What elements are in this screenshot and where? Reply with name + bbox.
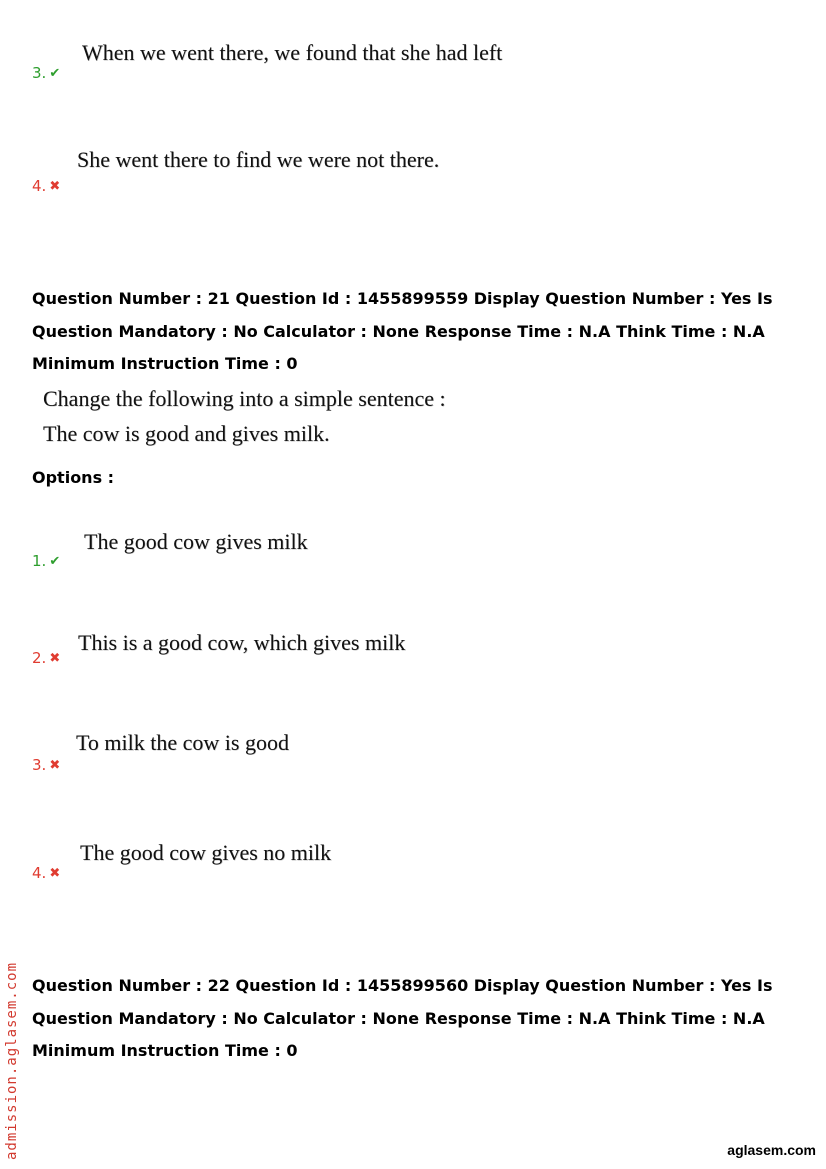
option-text: She went there to find we were not there. [77, 147, 440, 172]
option-number-correct [32, 64, 60, 82]
question-text-line1: Change the following into a simple sentence : [43, 386, 446, 411]
footer-brand: aglasem.com [727, 1142, 816, 1158]
cross-icon: ✖ [49, 178, 61, 194]
cross-icon: ✖ [49, 650, 61, 666]
options-label: Options : [32, 468, 115, 487]
option-number-wrong [32, 649, 60, 667]
option-number-wrong [32, 756, 60, 774]
question-meta: Question Number : 21 Question Id : 1455899559 Display Question Number : Yes Is Question Mandatory : No Calculator : None Response Time : N.A Think Time : N.A Minimum Instruction Time : 0 [32, 289, 773, 373]
option-text: The good cow gives no milk [80, 840, 332, 865]
option-number-wrong [32, 864, 60, 882]
watermark: admission.aglasem.com [4, 961, 20, 1160]
option-number-label: 3. [32, 756, 47, 774]
cross-icon: ✖ [49, 865, 61, 881]
option-text: This is a good cow, which gives milk [78, 630, 406, 655]
option-number-label: 1. [32, 552, 47, 570]
check-icon: ✔ [49, 553, 61, 569]
option-text: When we went there, we found that she had left [82, 40, 503, 65]
option-number-label: 4. [32, 177, 47, 195]
option-number-wrong [32, 177, 60, 195]
check-icon: ✔ [49, 65, 61, 81]
option-number-correct [32, 552, 60, 570]
option-number-label: 4. [32, 864, 47, 882]
option-number-label: 2. [32, 649, 47, 667]
cross-icon: ✖ [49, 757, 61, 773]
question-meta: Question Number : 22 Question Id : 1455899560 Display Question Number : Yes Is Question Mandatory : No Calculator : None Response Time : N.A Think Time : N.A Minimum Instruction Time : 0 [32, 976, 773, 1060]
option-text: To milk the cow is good [76, 730, 289, 755]
option-text: The good cow gives milk [84, 529, 308, 554]
question-text-line2: The cow is good and gives milk. [43, 421, 330, 446]
option-number-label: 3. [32, 64, 47, 82]
